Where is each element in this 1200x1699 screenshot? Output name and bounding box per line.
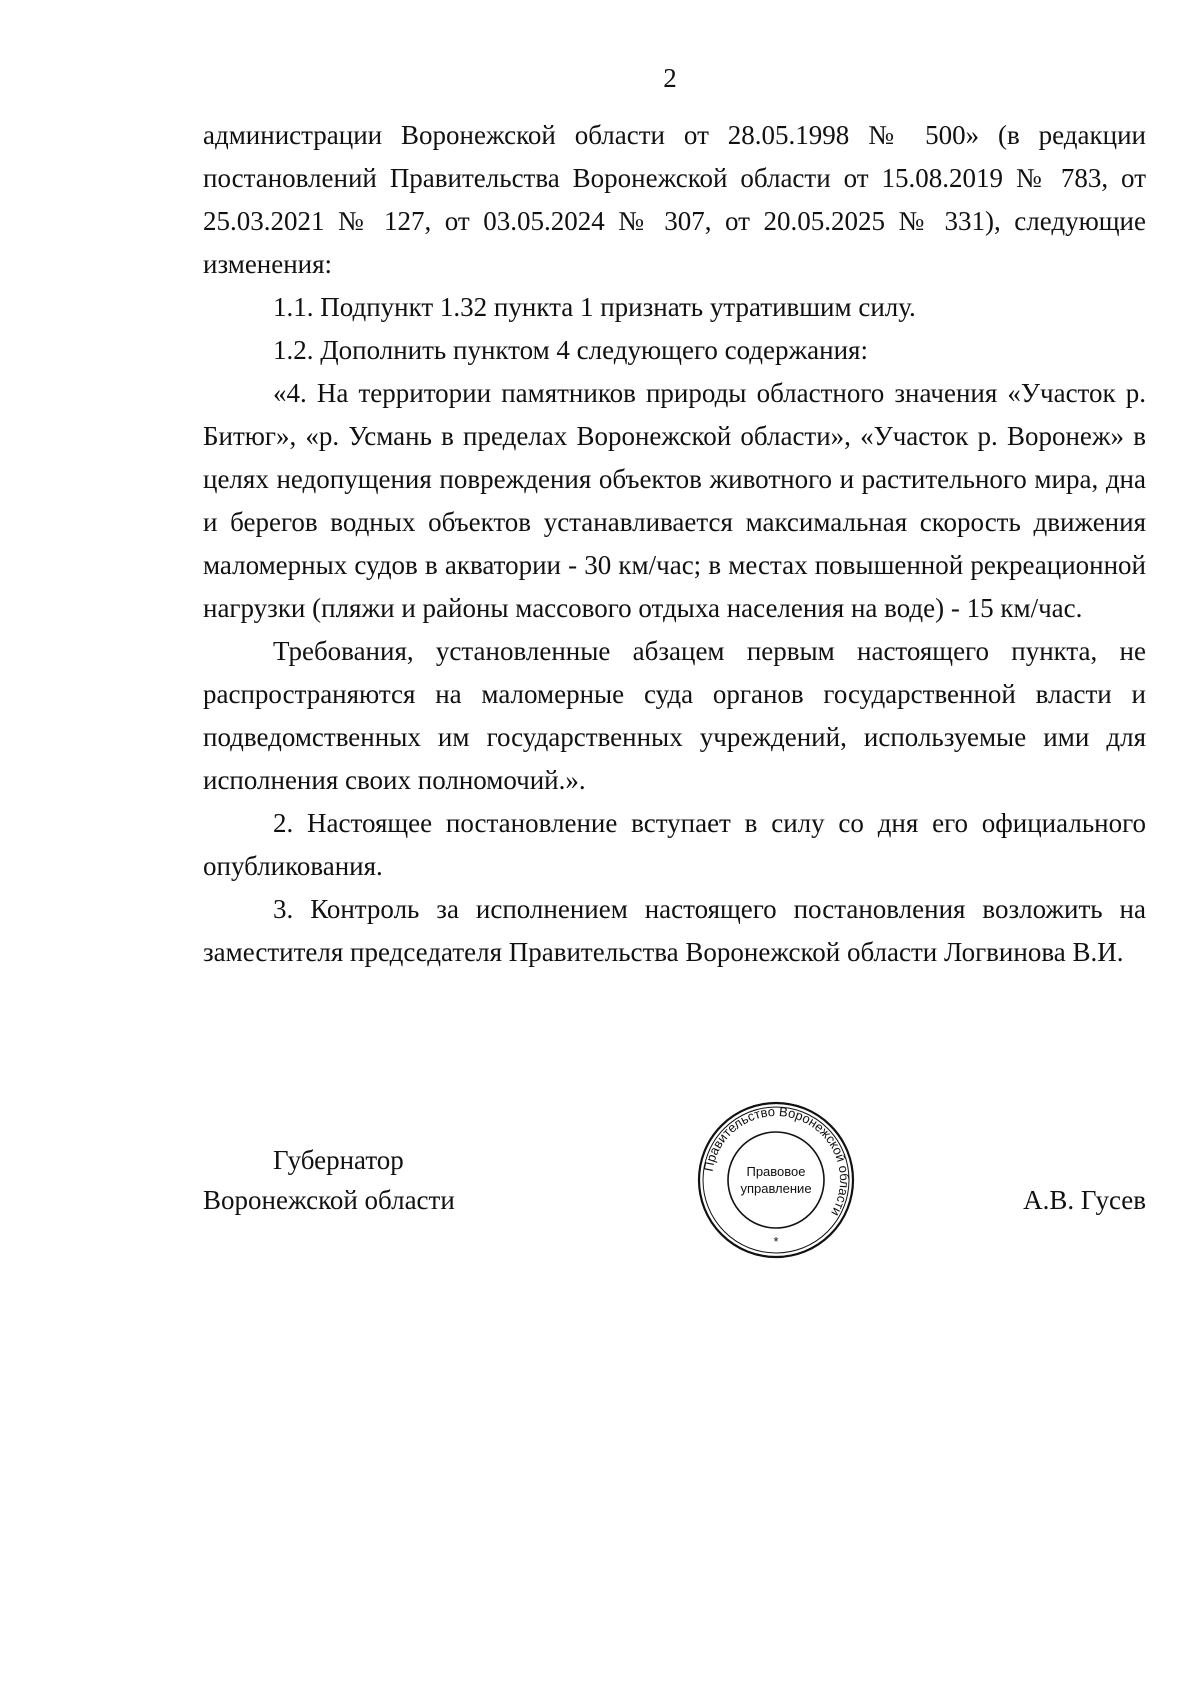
document-body [203, 114, 1146, 974]
paragraph-point-4: «4. На территории памятников природы областного значения «Участок р. Битюг», «р. Усмань в пределах Воронежской области», «Участок р. Воронеж» в целях недопущения повреждения объектов животного и растительного мира, дна и берегов водных объектов устанавливается максимальная скорость движения маломерных судов в акватории - 30 км/час; в местах повышенной рекреационной нагрузки (пляжи и районы массового отдыха населения на воде) - 15 км/час. [203, 378, 1146, 623]
stamp-inner-line1: Правовое [746, 1164, 806, 1179]
stamp-inner-line2: управление [740, 1181, 812, 1196]
page-number: 2 [663, 63, 677, 93]
paragraph-requirements: Требования, установленные абзацем первым настоящего пункта, не распространяются на маломерные суда органов государственной власти и подведомственных им государственных учреждений, используемые ими для исполнения своих полномочий.». [203, 636, 1146, 795]
paragraph-1-2: 1.2. Дополнить пунктом 4 следующего содержания: [273, 335, 868, 365]
stamp-inner-ring [728, 1132, 824, 1228]
signer-region: Воронежской области [203, 1185, 455, 1215]
paragraph-2: 2. Настоящее постановление вступает в силу со дня его официального опубликования. [203, 808, 1146, 881]
stamp-star: * [773, 1234, 779, 1249]
signer-title: Губернатор [273, 1145, 404, 1175]
paragraph-3: 3. Контроль за исполнением настоящего постановления возложить на заместителя председателя Правительства Воронежской области Логвинова В.И. [203, 894, 1146, 967]
paragraph-1-1: 1.1. Подпункт 1.32 пункта 1 признать утратившим силу. [273, 292, 916, 322]
signer-name: А.В. Гусев [1023, 1185, 1146, 1215]
legal-department-stamp [696, 1100, 856, 1260]
paragraph-amendment-intro: администрации Воронежской области от 28.05.1998 № 500» (в редакции постановлений Правительства Воронежской области от 15.08.2019 № 783, от 25.03.2021 № 127, от 03.05.2024 № 307, от 20.05.2025 № 331), следующие изменения: [203, 120, 1146, 279]
signature-block [203, 1140, 1146, 1250]
stamp-outer-text: Правительство Воронежской области [700, 1103, 853, 1219]
